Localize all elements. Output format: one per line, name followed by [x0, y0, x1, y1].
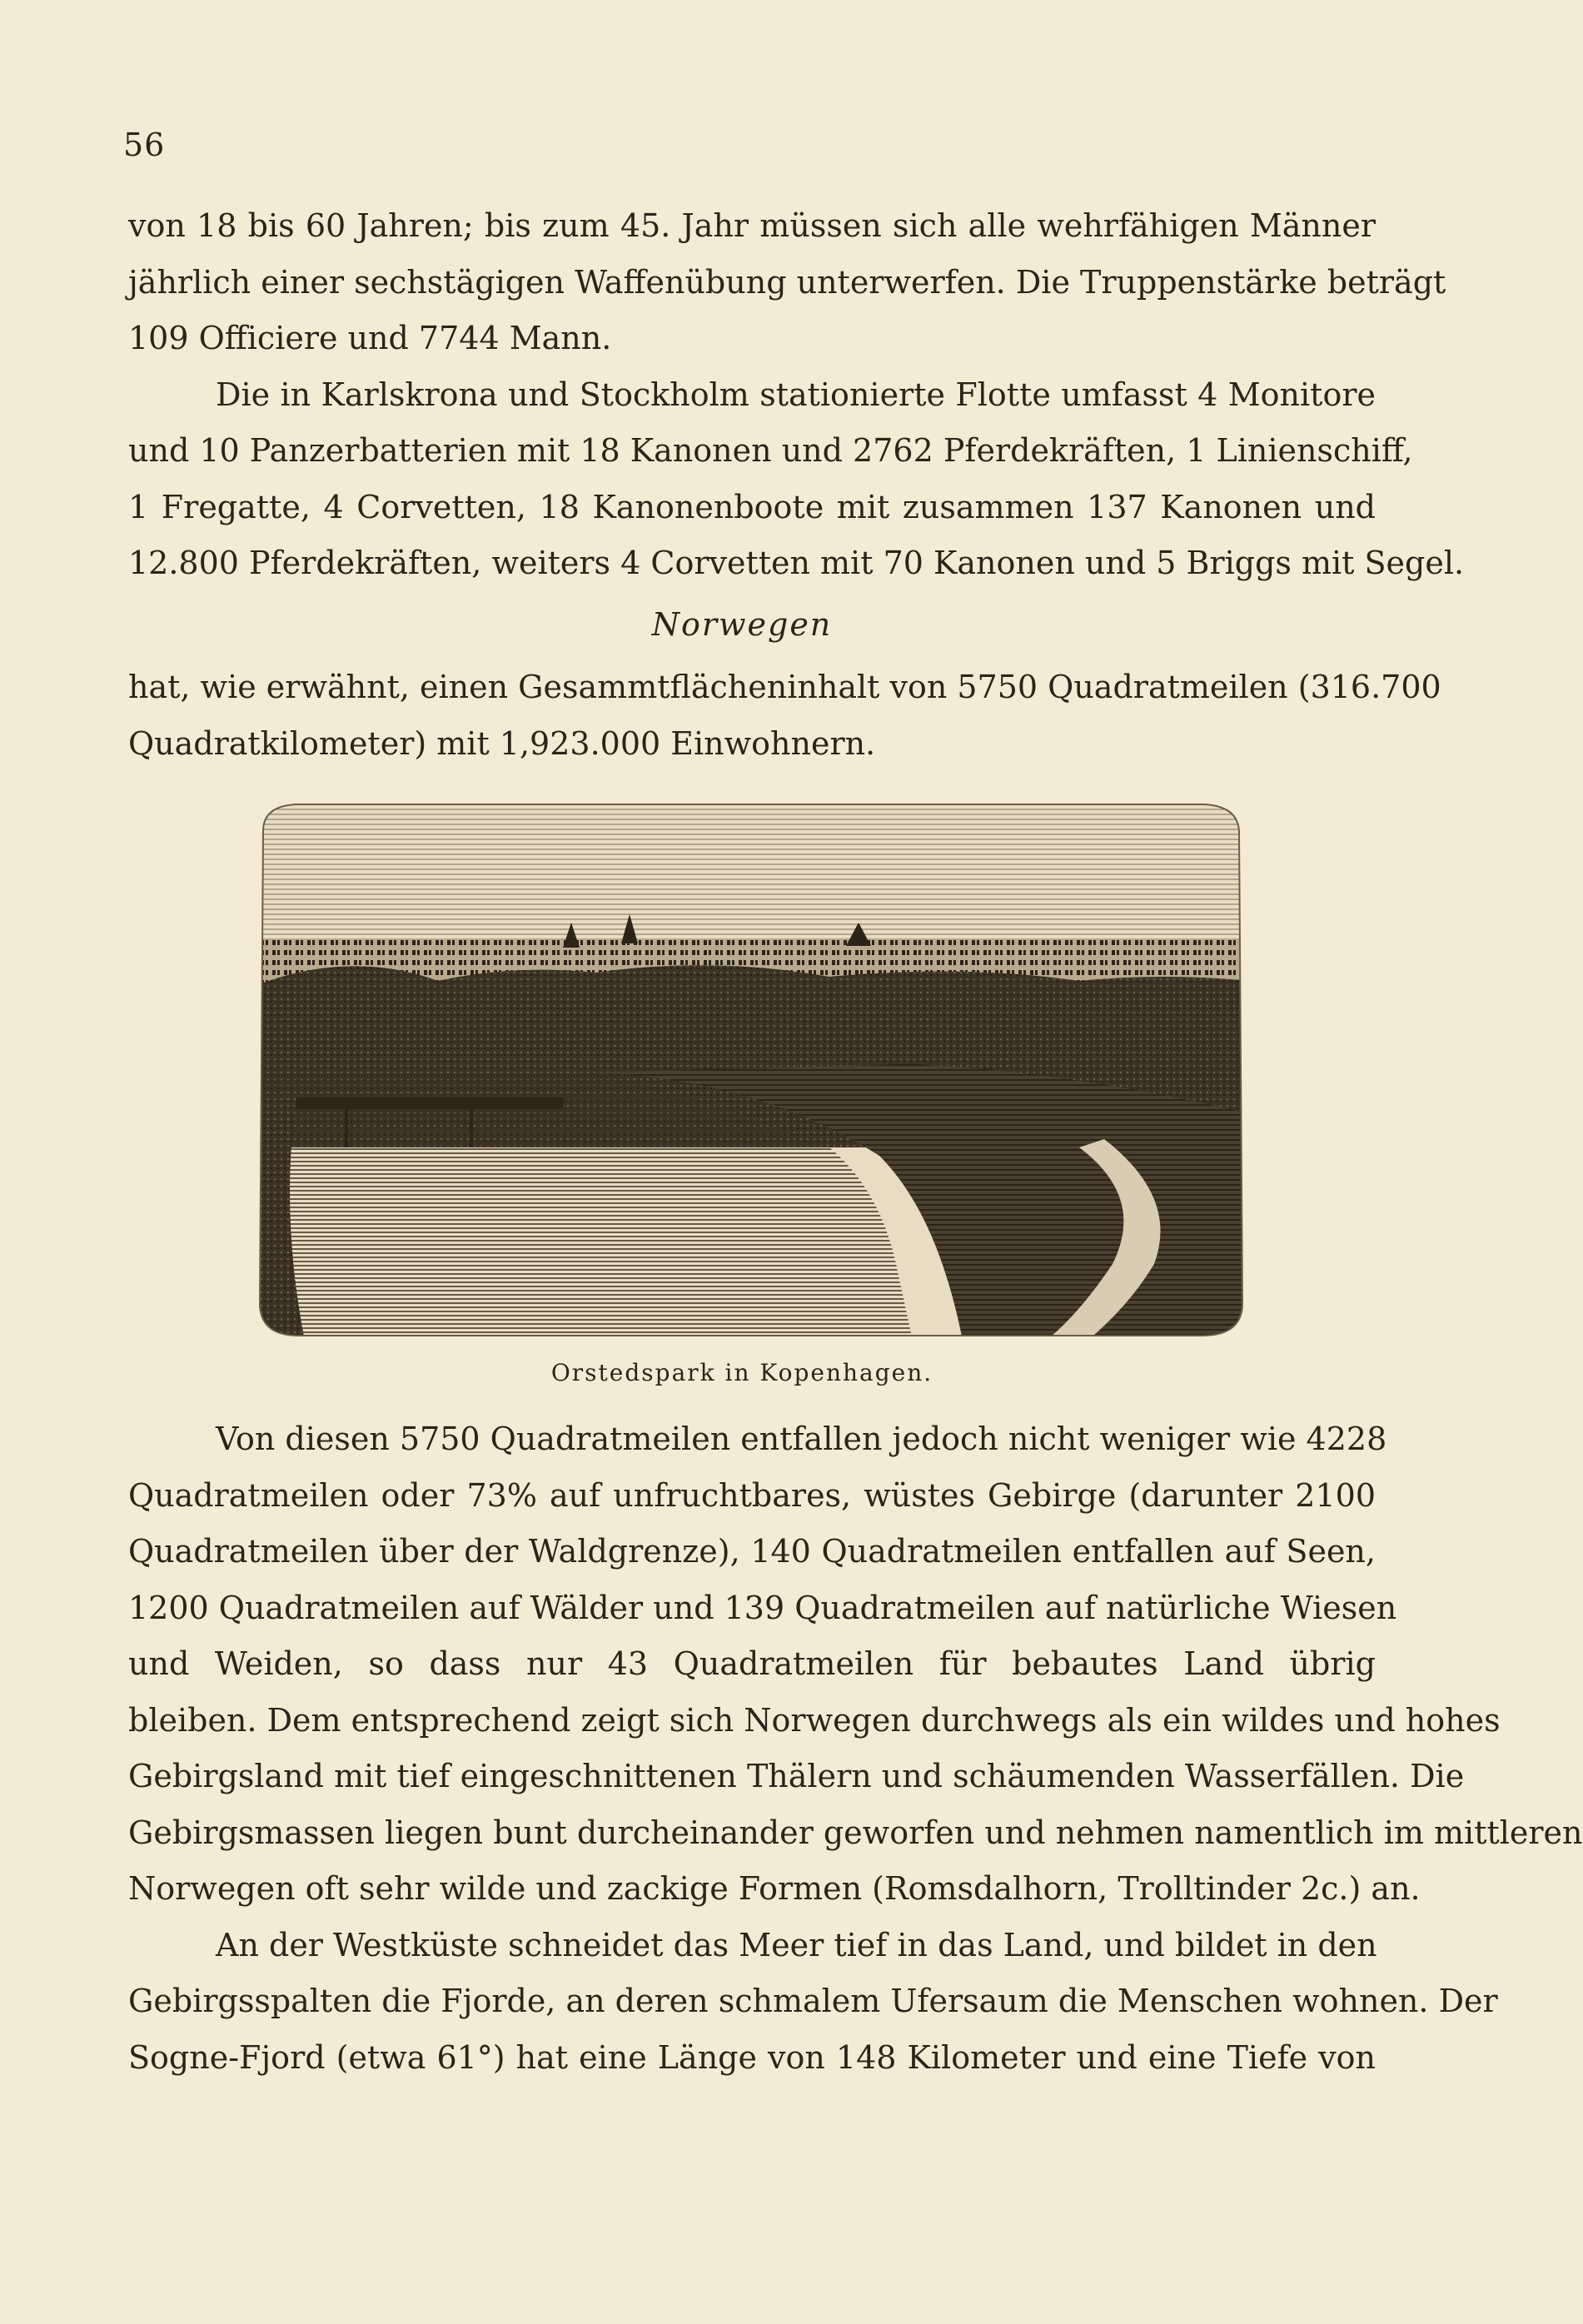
section-heading: Norwegen [651, 606, 833, 643]
text-line: Gebirgsland mit tief eingeschnittenen Thälern und schäumenden Wasserfällen. Die [128, 1758, 1465, 1794]
engraving-illustration [246, 798, 1251, 1341]
text-line: bleiben. Dem entsprechend zeigt sich Norwegen durchwegs als ein wildes und hohes [128, 1701, 1501, 1739]
text-line: Quadratmeilen über der Waldgrenze), 140 Quadratmeilen entfallen auf Seen, [128, 1533, 1376, 1570]
text-line: Von diesen 5750 Quadratmeilen entfallen jedoch nicht weniger wie 4228 [216, 1421, 1387, 1457]
figure-caption: Orstedspark in Kopenhagen. [550, 1359, 933, 1386]
paragraph-block-top [128, 198, 1465, 592]
text-line: Die in Karlskrona und Stockholm stationierte Flotte umfasst 4 Monitore [216, 376, 1376, 413]
page-number: 56 [123, 127, 166, 163]
text-line: jährlich einer sechstägigen Waffenübung unterwerfen. Die Truppenstärke beträgt [128, 263, 1446, 301]
text-line: von 18 bis 60 Jahren; bis zum 45. Jahr müssen sich alle wehrfähigen Männer [128, 207, 1376, 244]
engraving-svg [246, 798, 1251, 1341]
text-line: und Weiden, so dass nur 43 Quadratmeilen für bebautes Land übrig [128, 1645, 1376, 1682]
text-line: Quadratkilometer) mit 1,923.000 Einwohnern. [128, 724, 876, 762]
paragraph-block-bottom [128, 1411, 1583, 2086]
text-line: Norwegen oft sehr wilde und zackige Formen (Romsdalhorn, Trolltinder 2c.) an. [128, 1870, 1421, 1907]
text-line: hat, wie erwähnt, einen Gesammtflächeninhalt von 5750 Quadratmeilen (316.700 [128, 669, 1441, 705]
text-line: und 10 Panzerbatterien mit 18 Kanonen und 2762 Pferdekräften, 1 Linienschiff, [128, 432, 1413, 469]
paragraph-block-intro [128, 659, 1441, 772]
text-line: 12.800 Pferdekräften, weiters 4 Corvetten mit 70 Kanonen und 5 Briggs mit Segel. [128, 545, 1465, 581]
text-line: Quadratmeilen oder 73% auf unfruchtbares, wüstes Gebirge (darunter 2100 [128, 1476, 1376, 1514]
text-line: Gebirgsmassen liegen bunt durcheinander geworfen und nehmen namentlich im mittleren [128, 1814, 1583, 1851]
text-line: An der Westküste schneidet das Meer tief in das Land, und bildet in den [216, 1926, 1377, 1963]
text-line: 109 Officiere und 7744 Mann. [128, 320, 612, 356]
text-line: Gebirgsspalten die Fjorde, an deren schmalem Ufersaum die Menschen wohnen. Der [128, 1983, 1498, 2019]
text-line: 1200 Quadratmeilen auf Wälder und 139 Quadratmeilen auf natürliche Wiesen [128, 1589, 1397, 1626]
text-line: Sogne-Fjord (etwa 61°) hat eine Länge von 148 Kilometer und eine Tiefe von [128, 2038, 1376, 2076]
text-line: 1 Fregatte, 4 Corvetten, 18 Kanonenboote mit zusammen 137 Kanonen und [128, 488, 1376, 525]
